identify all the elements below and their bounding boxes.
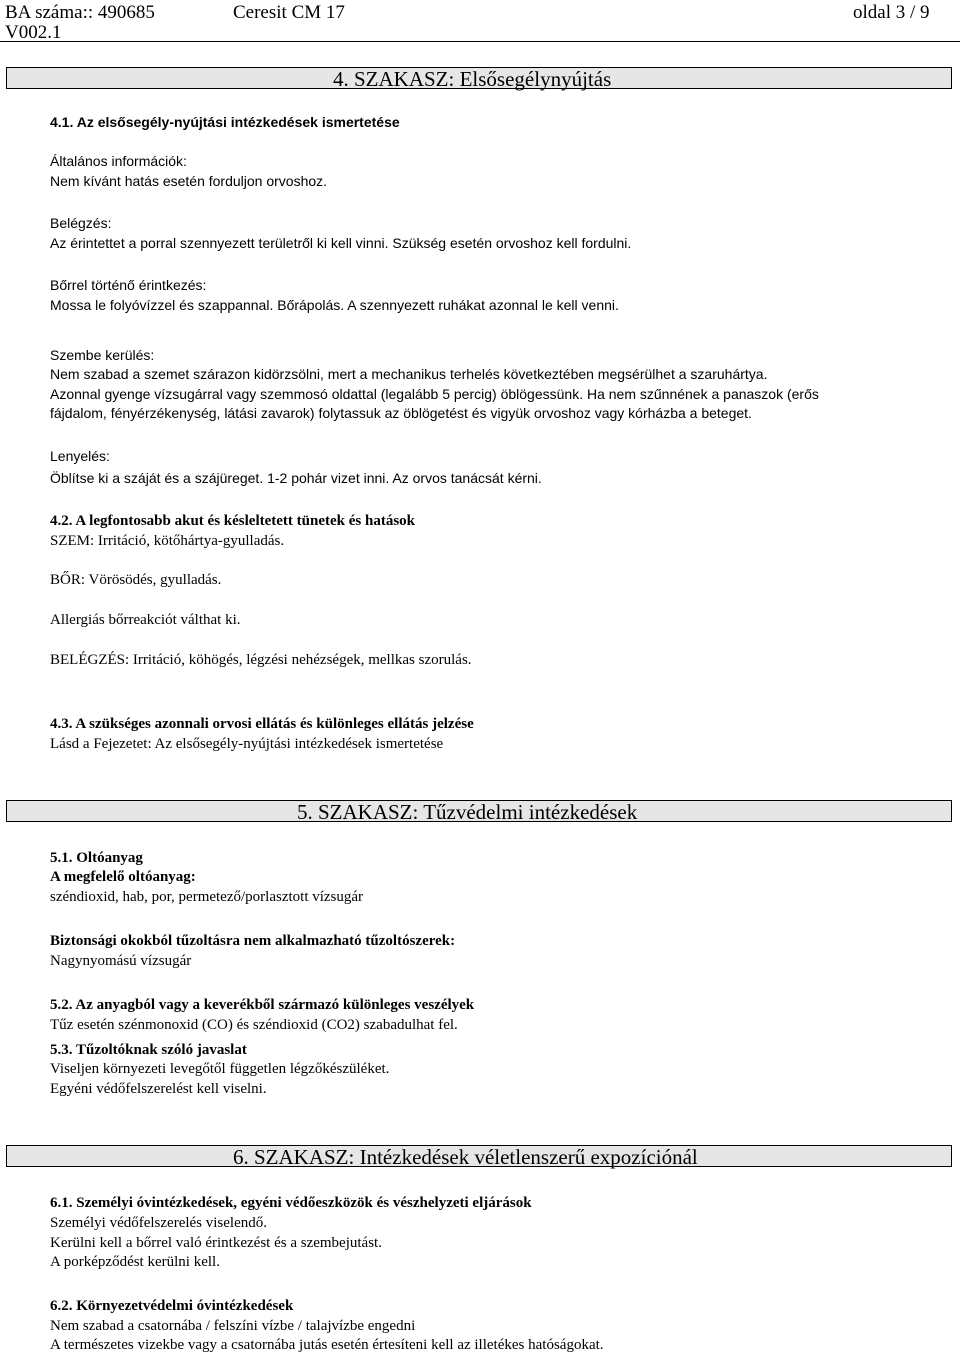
subsection-5-2-heading: 5.2. Az anyagból vagy a keverékből származó különleges veszélyek: [50, 997, 475, 1013]
symptom-skin: BŐR: Vörösödés, gyulladás.: [50, 572, 222, 588]
subsection-4-3-heading: 4.3. A szükséges azonnali orvosi ellátás és különleges ellátás jelzése: [50, 716, 474, 732]
suitable-media-text: széndioxid, hab, por, permetező/porlasztott vízsugár: [50, 889, 364, 905]
subsection-6-1-text-1: Személyi védőfelszerelés viselendő.: [50, 1215, 268, 1231]
subsection-4-1-heading: 4.1. Az elsősegély-nyújtási intézkedések ismertetése: [50, 114, 400, 130]
subsection-6-1-text-2: Kerülni kell a bőrrel való érintkezést és a szembejutást.: [50, 1235, 382, 1251]
unsuitable-media-label: Biztonsági okokból tűzoltásra nem alkalmazható tűzoltószerek:: [50, 933, 456, 949]
symptom-eye: SZEM: Irritáció, kötőhártya-gyulladás.: [50, 533, 285, 549]
skin-contact-label: Bőrrel történő érintkezés:: [50, 277, 207, 293]
section-6-title: 6. SZAKASZ: Intézkedések véletlenszerű expozíciónál: [233, 1145, 698, 1169]
ingestion-text: Öblítse ki a száját és a szájüreget. 1-2 pohár vizet inni. Az orvos tanácsát kérni.: [50, 470, 542, 486]
subsection-5-2-text: Tűz esetén szénmonoxid (CO) és széndioxid (CO2) szabadulhat fel.: [50, 1017, 458, 1033]
eye-contact-text-3: fájdalom, fényérzékenység, látási zavarok) folytassuk az öblögetést és vigyük orvoshoz vagy kórházba a beteget.: [50, 405, 752, 421]
eye-contact-text-1: Nem szabad a szemet szárazon kidörzsölni, mert a mechanikus terhelés következtében megsérülhet a szaruhártya.: [50, 366, 768, 382]
eye-contact-label: Szembe kerülés:: [50, 347, 155, 363]
eye-contact-text-2: Azonnal gyenge vízsugárral vagy szemmosó oldattal (legalább 5 percig) öblögessünk. Ha nem szűnnének a panaszok (erős: [50, 386, 819, 402]
ingestion-label: Lenyelés:: [50, 448, 110, 464]
subsection-6-2-text-1: Nem szabad a csatornába / felszíni vízbe / talajvízbe engedni: [50, 1318, 416, 1334]
subsection-5-1-heading: 5.1. Oltóanyag: [50, 850, 143, 866]
subsection-5-3-text-1: Viseljen környezeti levegőtől független légzőkészüléket.: [50, 1061, 390, 1077]
inhalation-label: Belégzés:: [50, 215, 112, 231]
subsection-5-3-text-2: Egyéni védőfelszerelést kell viselni.: [50, 1081, 267, 1097]
document-number: BA száma:: 490685: [5, 2, 155, 23]
subsection-4-3-text: Lásd a Fejezetet: Az elsősegély-nyújtási intézkedések ismertetése: [50, 736, 444, 752]
subsection-6-1-heading: 6.1. Személyi óvintézkedések, egyéni védőeszközök és vészhelyzeti eljárások: [50, 1195, 532, 1211]
subsection-6-1-text-3: A porképződést kerülni kell.: [50, 1254, 220, 1270]
section-4-title: 4. SZAKASZ: Elsősegélynyújtás: [333, 67, 612, 91]
inhalation-text: Az érintettet a porral szennyezett területről ki kell vinni. Szükség esetén orvoshoz kell fordulni.: [50, 235, 632, 251]
subsection-5-3-heading: 5.3. Tűzoltóknak szóló javaslat: [50, 1042, 247, 1058]
symptom-inhalation: BELÉGZÉS: Irritáció, köhögés, légzési nehézségek, mellkas szorulás.: [50, 652, 472, 668]
section-5-title: 5. SZAKASZ: Tűzvédelmi intézkedések: [297, 800, 638, 824]
version-label: V002.1: [5, 22, 62, 43]
header-divider: [0, 41, 960, 42]
page-number: oldal 3 / 9: [853, 2, 930, 23]
subsection-6-2-heading: 6.2. Környezetvédelmi óvintézkedések: [50, 1298, 294, 1314]
unsuitable-media-text: Nagynyomású vízsugár: [50, 953, 192, 969]
subsection-6-2-text-2: A természetes vizekbe vagy a csatornába jutás esetén értesíteni kell az illetékes hatóságokat.: [50, 1337, 604, 1353]
subsection-4-2-heading: 4.2. A legfontosabb akut és késleltetett tünetek és hatások: [50, 513, 416, 529]
symptom-allergy: Allergiás bőrreakciót válthat ki.: [50, 612, 241, 628]
general-info-text: Nem kívánt hatás esetén forduljon orvoshoz.: [50, 173, 328, 189]
general-info-label: Általános információk:: [50, 153, 187, 169]
suitable-media-label: A megfelelő oltóanyag:: [50, 869, 196, 885]
product-name: Ceresit CM 17: [233, 2, 345, 23]
skin-contact-text: Mossa le folyóvízzel és szappannal. Bőrápolás. A szennyezett ruhákat azonnal le kell venni.: [50, 297, 619, 313]
